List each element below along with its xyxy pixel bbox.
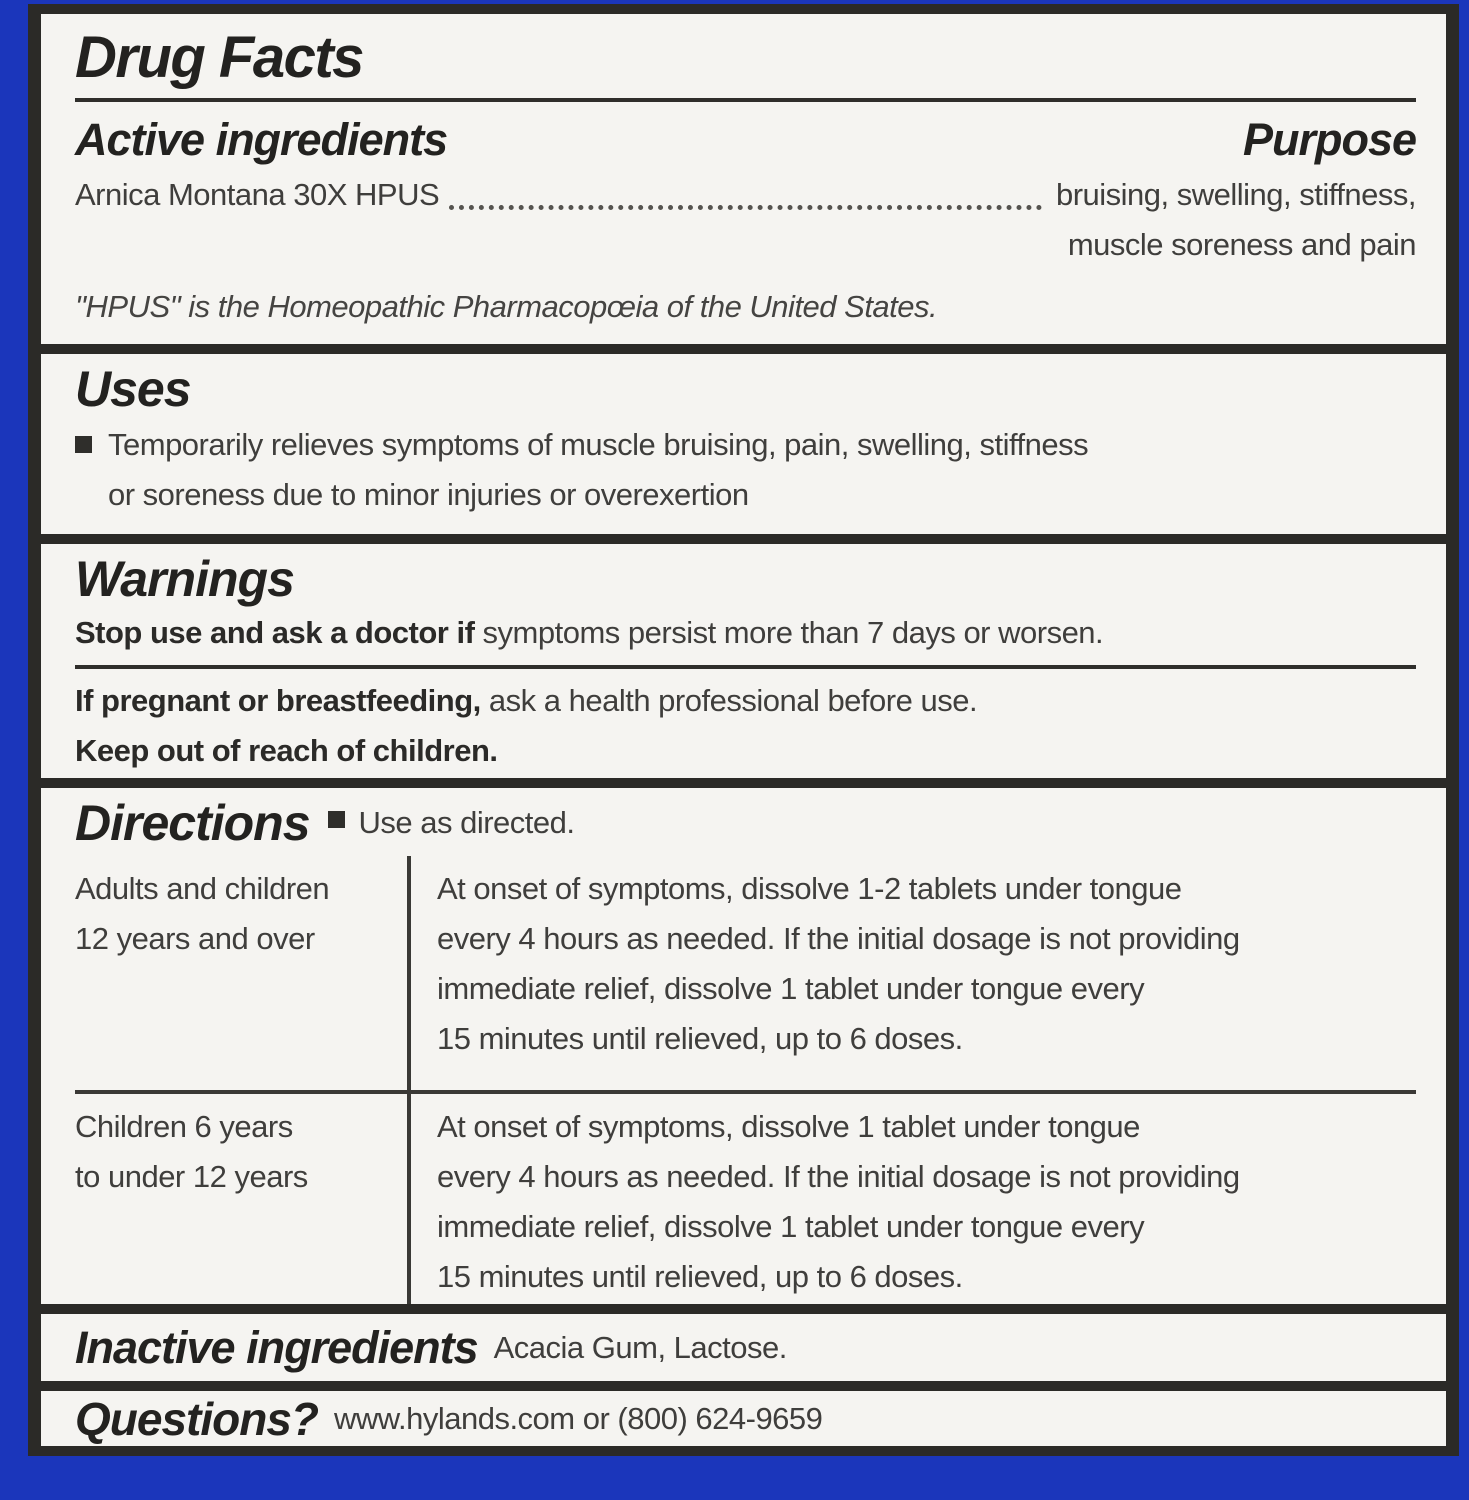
adults-who-line2: 12 years and over <box>75 921 315 956</box>
active-heading-row <box>75 112 1416 168</box>
table-row-children-what <box>411 1094 1416 1304</box>
uses-bullet-item <box>75 420 1416 520</box>
directions-table <box>75 856 1416 1304</box>
inactive-ingredients-heading: Inactive ingredients <box>75 1321 478 1373</box>
title-divider <box>75 98 1416 102</box>
table-row-adults-what <box>411 856 1416 1090</box>
uses-bullet-text <box>108 420 1088 520</box>
adults-what-line1: At onset of symptoms, dissolve 1-2 tablets under tongue <box>437 871 1182 906</box>
section-warnings <box>41 544 1446 778</box>
active-ingredients-heading: Active ingredients <box>75 114 448 165</box>
stop-use-bold: Stop use and ask a doctor if <box>75 615 475 650</box>
section-questions <box>41 1391 1446 1446</box>
children-what-line1: At onset of symptoms, dissolve 1 tablet under tongue <box>437 1109 1140 1144</box>
drug-facts-label <box>28 4 1459 1456</box>
bullet-square-icon <box>75 436 92 453</box>
children-what-line2: every 4 hours as needed. If the initial dosage is not providing <box>437 1159 1240 1194</box>
stop-use-rest: symptoms persist more than 7 days or worsen. <box>474 615 1104 650</box>
keep-out-line: Keep out of reach of children. <box>75 733 498 768</box>
table-row-children-who <box>75 1094 407 1304</box>
section-directions <box>41 788 1446 1304</box>
drug-facts-title: Drug Facts <box>75 25 363 90</box>
children-who-line1: Children 6 years <box>75 1109 293 1144</box>
uses-line2: or soreness due to minor injuries or overexertion <box>108 477 749 512</box>
adults-what-line2: every 4 hours as needed. If the initial dosage is not providing <box>437 921 1240 956</box>
children-who-line2: to under 12 years <box>75 1159 308 1194</box>
adults-who-line1: Adults and children <box>75 871 330 906</box>
inactive-ingredients-text: Acacia Gum, Lactose. <box>493 1329 787 1365</box>
dotted-leader-icon <box>449 205 1042 210</box>
table-row-adults-who <box>75 856 407 1090</box>
pregnant-rest: ask a health professional before use. <box>480 683 978 718</box>
bullet-square-icon <box>328 811 345 828</box>
warnings-heading: Warnings <box>75 551 294 607</box>
children-what-line3: immediate relief, dissolve 1 tablet under tongue every <box>437 1209 1145 1244</box>
children-what-line4: 15 minutes until relieved, up to 6 doses. <box>437 1259 963 1294</box>
section-uses <box>41 354 1446 534</box>
stop-use-line <box>75 608 1416 658</box>
use-as-directed-text: Use as directed. <box>358 805 575 840</box>
pregnant-line <box>75 676 1416 726</box>
purpose-text-line2: muscle soreness and pain <box>1067 227 1416 262</box>
questions-contact-text: www.hylands.com or (800) 624-9659 <box>334 1400 823 1436</box>
pregnant-bold: If pregnant or breastfeeding, <box>75 683 481 718</box>
questions-heading: Questions? <box>75 1392 319 1445</box>
hpus-footnote: "HPUS" is the Homeopathic Pharmacopœia of the United States. <box>75 289 938 324</box>
purpose-heading: Purpose <box>1242 114 1416 165</box>
uses-heading: Uses <box>75 361 191 417</box>
uses-line1: Temporarily relieves symptoms of muscle bruising, pain, swelling, stiffness <box>108 427 1089 462</box>
adults-what-line4: 15 minutes until relieved, up to 6 doses. <box>437 1021 963 1056</box>
directions-heading: Directions <box>75 795 310 851</box>
adults-what-line3: immediate relief, dissolve 1 tablet under tongue every <box>437 971 1145 1006</box>
directions-heading-row <box>75 794 1416 852</box>
purpose-text-line1: bruising, swelling, stiffness, <box>1055 177 1416 212</box>
warnings-divider <box>75 665 1416 669</box>
ingredient-row <box>75 170 1416 220</box>
section-inactive-ingredients <box>41 1314 1446 1381</box>
section-active-ingredients <box>41 14 1446 344</box>
ingredient-name: Arnica Montana 30X HPUS <box>75 177 440 212</box>
